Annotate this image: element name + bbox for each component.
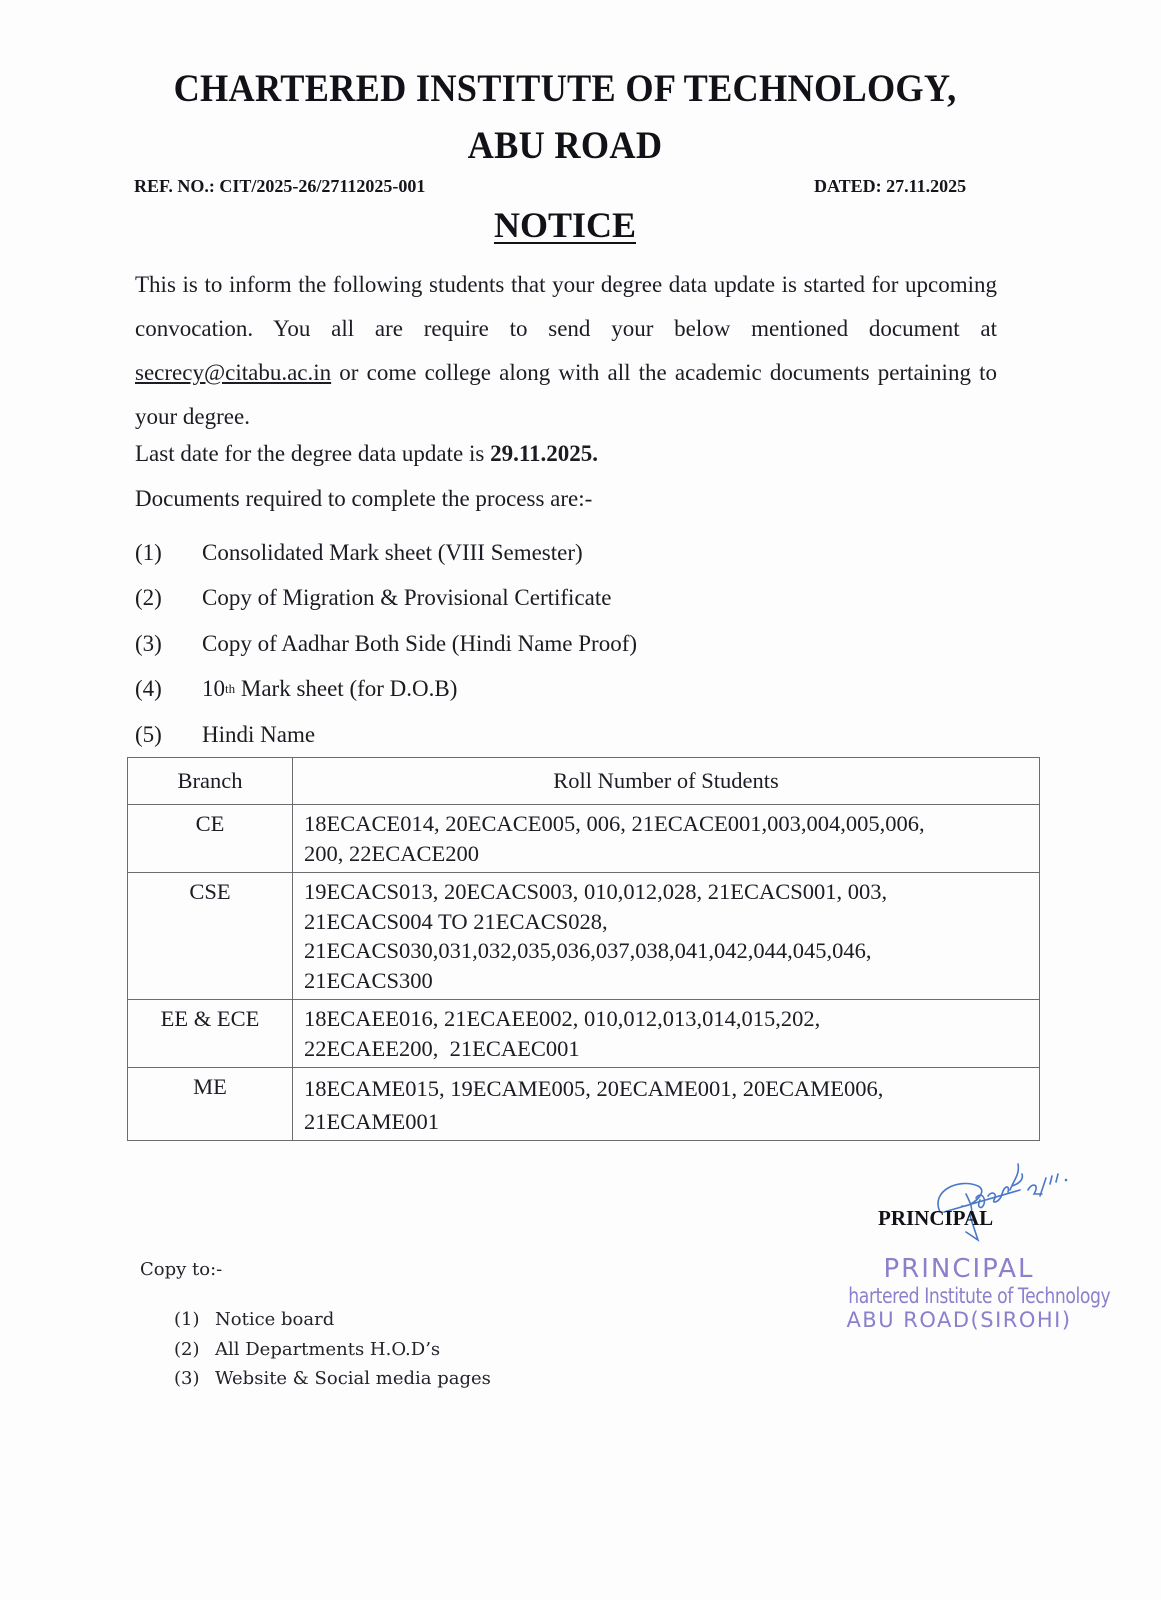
- notice-date: DATED: 27.11.2025: [814, 176, 967, 196]
- list-item-text: Copy of Aadhar Both Side (Hindi Name Proof): [202, 630, 638, 656]
- reference-number: REF. NO.: CIT/2025-26/27112025-001: [134, 176, 426, 196]
- last-date-label: Last date for the degree data update is: [135, 441, 491, 466]
- list-item-text: Consolidated Mark sheet (VIII Semester): [202, 539, 583, 565]
- list-item-number: (1): [135, 539, 162, 565]
- list-item-number: (2): [135, 585, 162, 611]
- list-item-number: (3): [135, 630, 162, 656]
- official-stamp: [824, 1254, 1111, 1332]
- roll-numbers-line: 21ECACS030,031,032,035,036,037,038,041,042,044,045,046,: [304, 938, 872, 963]
- branch-cell: ME: [128, 1068, 293, 1141]
- notice-title: NOTICE: [493, 205, 637, 245]
- roll-number-table: [127, 757, 1040, 1141]
- table-row: [128, 805, 1040, 873]
- stamp-title: PRINCIPAL: [883, 1254, 1035, 1284]
- intro-paragraph: [135, 263, 997, 439]
- table-row: [128, 1068, 1040, 1141]
- required-documents-list: [135, 530, 637, 758]
- list-item: [174, 1335, 491, 1365]
- intro-text: This is to inform the following students that your degree data update is started for upcoming convocation. You all are require to send your below mentioned document at: [135, 272, 997, 341]
- roll-numbers-line: 18ECACE014, 20ECACE005, 006, 21ECACE001,003,004,005,006,: [304, 811, 925, 836]
- roll-numbers-line: 200, 22ECACE200: [304, 840, 480, 866]
- list-item: [135, 712, 637, 758]
- roll-numbers-line: 18ECAME015, 19ECAME005, 20ECAME001, 20ECAME006,: [304, 1076, 884, 1101]
- list-item-number: (3): [174, 1368, 200, 1390]
- table-header-row: [128, 758, 1040, 805]
- list-item: [174, 1364, 491, 1394]
- roll-numbers-line: 18ECAEE016, 21ECAEE002, 010,012,013,014,015,202,: [304, 1006, 821, 1031]
- list-item-number: (1): [174, 1309, 200, 1331]
- list-item-number: (2): [174, 1338, 200, 1360]
- institute-name: CHARTERED INSTITUTE OF TECHNOLOGY,: [173, 67, 957, 110]
- roll-numbers-line: 21ECAME001: [304, 1109, 439, 1134]
- list-item-text: All Departments H.O.D’s: [215, 1338, 441, 1360]
- list-item-number: (5): [135, 721, 162, 747]
- roll-numbers-line: 21ECACS300: [304, 967, 433, 993]
- list-item-number: (4): [135, 676, 162, 702]
- roll-numbers-line: 19ECACS013, 20ECACS003, 010,012,028, 21ECACS001, 003,: [304, 879, 888, 904]
- list-item: [135, 621, 637, 667]
- copy-to-list: [174, 1305, 491, 1394]
- signatory-title: PRINCIPAL: [878, 1206, 994, 1230]
- intro-text-continued: or come college along with all the academic documents pertaining to your degree.: [135, 360, 997, 429]
- last-date-value: 29.11.2025.: [490, 441, 599, 466]
- list-item-text: Website & Social media pages: [215, 1368, 491, 1390]
- table-row: [128, 873, 1040, 1000]
- stamp-location: ABU ROAD(SIROHI): [846, 1308, 1072, 1332]
- branch-cell: CE: [128, 805, 293, 873]
- branch-cell: EE & ECE: [128, 1000, 293, 1068]
- email-link[interactable]: secrecy@citabu.ac.in: [135, 360, 332, 385]
- documents-intro: Documents required to complete the process are:-: [135, 486, 593, 511]
- roll-numbers-cell: [293, 873, 1040, 1000]
- list-item: [135, 530, 637, 576]
- list-item-text: Hindi Name: [202, 721, 316, 747]
- roll-numbers-line: 21ECACS004 TO 21ECACS028,: [304, 908, 608, 934]
- list-item-text: Copy of Migration & Provisional Certificate: [202, 585, 612, 611]
- branch-cell: CSE: [128, 873, 293, 1000]
- roll-numbers-cell: [293, 805, 1040, 873]
- list-item-text-prefix: 10: [202, 676, 225, 702]
- list-item-text: Mark sheet (for D.O.B): [235, 676, 458, 702]
- list-item: [135, 576, 637, 622]
- last-date-line: [135, 441, 598, 467]
- list-item-superscript: th: [225, 681, 236, 697]
- stamp-institute: hartered Institute of Technology: [848, 1284, 1111, 1308]
- list-item: [174, 1305, 491, 1335]
- column-header-branch: Branch: [128, 758, 293, 805]
- roll-numbers-cell: [293, 1000, 1040, 1068]
- list-item: [135, 667, 637, 713]
- copy-to-label: Copy to:-: [140, 1259, 223, 1280]
- column-header-roll-numbers: Roll Number of Students: [293, 758, 1040, 805]
- roll-numbers-cell: [293, 1068, 1040, 1141]
- table-row: [128, 1000, 1040, 1068]
- roll-numbers-line: 22ECAEE200, 21ECAEC001: [304, 1035, 580, 1061]
- list-item-text: Notice board: [215, 1309, 335, 1331]
- institute-location: ABU ROAD: [467, 124, 663, 167]
